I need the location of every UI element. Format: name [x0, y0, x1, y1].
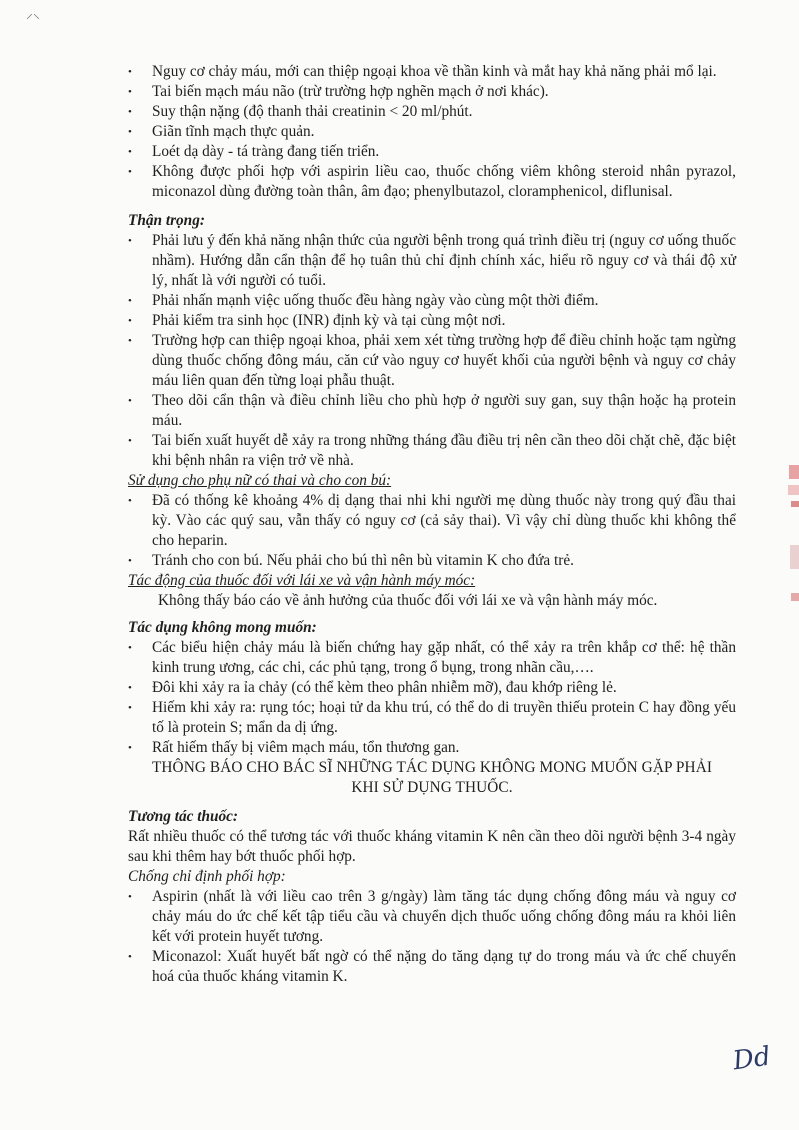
list-item: • Tai biến mạch máu não (trừ trường hợp nghẽn mạch ở nơi khác). [128, 82, 736, 102]
list-item: • Giãn tĩnh mạch thực quản. [128, 122, 736, 142]
list-item: • Đã có thống kê khoảng 4% dị dạng thai nhi khi người mẹ dùng thuốc này trong quý đầu thai kỳ. Vào các quý sau, vẫn thấy có nguy cơ (cả sảy thai). Vì vậy chỉ dùng thuốc khi không thể cho heparin. [128, 491, 736, 551]
interactions-list [128, 887, 736, 987]
interactions-intro: Rất nhiều thuốc có thể tương tác với thuốc kháng vitamin K nên cần theo dõi người bệnh 3-4 ngày sau khi thêm hay bớt thuốc phối hợp. [128, 828, 736, 865]
list-item: • Phải kiểm tra sinh học (INR) định kỳ và tại cùng một nơi. [128, 311, 736, 331]
stamp-fragment [785, 465, 799, 615]
side-effects-heading: Tác dụng không mong muốn: [128, 619, 317, 636]
list-item: • Tránh cho con bú. Nếu phải cho bú thì nên bù vitamin K cho đứa trẻ. [128, 551, 736, 571]
list-item: • Hiếm khi xảy ra: rụng tóc; hoại tử da khu trú, có thể do di truyền thiếu protein C hay đồng yếu tố là protein S; mẩn da dị ứng. [128, 698, 736, 738]
driving-heading: Tác động của thuốc đối với lái xe và vận hành máy móc: [128, 572, 476, 589]
list-item: • Các biểu hiện chảy máu là biến chứng hay gặp nhất, có thể xảy ra trên khắp cơ thể: hệ thần kinh trung ương, các chi, các phủ tạng, trong ổ bụng, trong nhãn cầu,…. [128, 638, 736, 678]
corner-scribble: ⸝⸜ [26, 7, 40, 22]
document-body [128, 62, 736, 987]
precautions-list [128, 231, 736, 471]
pregnancy-list [128, 491, 736, 571]
list-item: • Loét dạ dày - tá tràng đang tiến triển. [128, 142, 736, 162]
list-item: • Đôi khi xảy ra ỉa chảy (có thể kèm theo phân nhiễm mỡ), đau khớp riêng lẻ. [128, 678, 736, 698]
list-item: • Aspirin (nhất là với liều cao trên 3 g/ngày) làm tăng tác dụng chống đông máu và nguy cơ chảy máu do ức chế kết tập tiểu cầu và chuyển dịch thuốc uống chống đông máu ra khỏi liên kết với protein huyết tương. [128, 887, 736, 947]
side-effects-list [128, 638, 736, 758]
contraindicated-combo-heading: Chống chỉ định phối hợp: [128, 868, 286, 885]
handwritten-initials: Dd [731, 1041, 773, 1077]
list-item: • Tai biến xuất huyết dễ xảy ra trong những tháng đầu điều trị nên cần theo dõi chặt chẽ, đặc biệt khi bệnh nhân ra viện trở về nhà. [128, 431, 736, 471]
list-item: • Trường hợp can thiệp ngoại khoa, phải xem xét từng trường hợp để điều chỉnh hoặc tạm ngừng dùng thuốc chống đông máu, căn cứ vào nguy cơ huyết khối của người bệnh và nguy cơ chảy máu liên quan đến từng loại phẫu thuật. [128, 331, 736, 391]
list-item: • Không được phối hợp với aspirin liều cao, thuốc chống viêm không steroid nhân pyrazol, miconazol dùng đường toàn thân, âm đạo; phenylbutazol, cloramphenicol, diflunisal. [128, 162, 736, 202]
list-item: • Rất hiếm thấy bị viêm mạch máu, tổn thương gan. [128, 738, 736, 758]
list-item: • Nguy cơ chảy máu, mới can thiệp ngoại khoa về thần kinh và mắt hay khả năng phải mổ lại. [128, 62, 736, 82]
interactions-heading: Tương tác thuốc: [128, 808, 239, 825]
list-item: • Phải nhấn mạnh việc uống thuốc đều hàng ngày vào cùng một thời điểm. [128, 291, 736, 311]
driving-text: Không thấy báo cáo về ảnh hưởng của thuốc đối với lái xe và vận hành máy móc. [158, 592, 658, 609]
list-item: • Theo dõi cẩn thận và điều chỉnh liều cho phù hợp ở người suy gan, suy thận hoặc hạ protein máu. [128, 391, 736, 431]
list-item: • Phải lưu ý đến khả năng nhận thức của người bệnh trong quá trình điều trị (nguy cơ uống thuốc nhầm). Hướng dẫn cẩn thận để họ tuân thủ chỉ định chính xác, hiểu rõ nguy cơ và thái độ xử lý, nhất là với người có tuổi. [128, 231, 736, 291]
notice-line-2: KHI SỬ DỤNG THUỐC. [351, 779, 513, 796]
contraindication-list [128, 62, 736, 202]
notice-line-1: THÔNG BÁO CHO BÁC SĨ NHỮNG TÁC DỤNG KHÔNG MONG MUỐN GẶP PHẢI [151, 759, 713, 776]
list-item: • Suy thận nặng (độ thanh thải creatinin < 20 ml/phút. [128, 102, 736, 122]
pregnancy-heading: Sử dụng cho phụ nữ có thai và cho con bú: [128, 472, 392, 489]
precautions-heading: Thận trọng: [128, 212, 205, 229]
list-item: • Miconazol: Xuất huyết bất ngờ có thể nặng do tăng dạng tự do trong máu và ức chế chuyển hoá của thuốc kháng vitamin K. [128, 947, 736, 987]
